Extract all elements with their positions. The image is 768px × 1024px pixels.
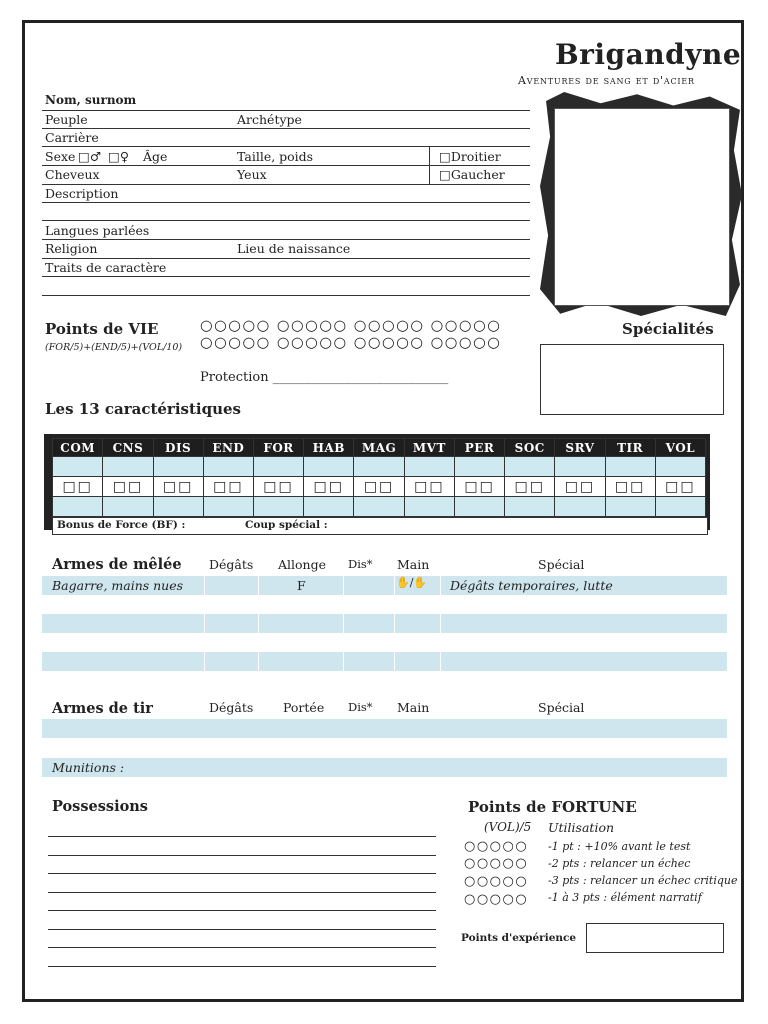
stat-bonus-cell[interactable] — [53, 497, 103, 517]
stat-checkboxes[interactable]: □□ — [253, 477, 303, 497]
male-checkbox[interactable]: □♂ — [78, 149, 102, 164]
sheet-subtitle: Aventures de sang et d'acier — [518, 74, 695, 87]
melee-col-damage: Dégâts — [209, 557, 254, 572]
fortune-circles[interactable]: ○○○○○ — [464, 892, 529, 907]
melee-row-2[interactable] — [42, 595, 727, 614]
stat-bonus-cell[interactable] — [253, 497, 303, 517]
stat-checkboxes[interactable]: □□ — [404, 477, 454, 497]
religion-label: Religion — [45, 241, 98, 256]
characteristics-checkbox-row — [53, 477, 706, 497]
stat-bonus-cell[interactable] — [153, 497, 203, 517]
description-label: Description — [45, 186, 119, 201]
stat-header: CNS — [103, 439, 153, 457]
stat-header: MAG — [354, 439, 404, 457]
ranged-col-special: Spécial — [538, 700, 585, 715]
traits-line-2[interactable] — [42, 295, 530, 296]
name-label: Nom, surnom — [45, 93, 137, 107]
life-points-formula: (FOR/5)+(END/5)+(VOL/10) — [45, 342, 183, 353]
melee-row-3[interactable] — [42, 614, 727, 633]
stat-value-cell[interactable] — [505, 457, 555, 477]
stat-value-cell[interactable] — [203, 457, 253, 477]
protection-field[interactable]: Protection ___________________________ — [200, 370, 449, 385]
fortune-usage-label: Utilisation — [548, 820, 615, 835]
sex-line[interactable] — [42, 165, 530, 166]
fortune-circles[interactable]: ○○○○○ — [464, 874, 529, 889]
stat-checkboxes[interactable]: □□ — [555, 477, 605, 497]
stat-header: DIS — [153, 439, 203, 457]
possessions-line[interactable] — [48, 855, 436, 856]
age-label: Âge — [143, 149, 168, 164]
melee-col-divider — [343, 576, 344, 671]
possessions-line[interactable] — [48, 910, 436, 911]
melee-col-divider — [394, 576, 395, 671]
stat-header: TIR — [605, 439, 655, 457]
right-handed-checkbox[interactable]: □Droitier — [439, 149, 501, 164]
male-icon: ♂ — [89, 149, 102, 164]
stat-checkboxes[interactable]: □□ — [53, 477, 103, 497]
bonus-bar — [52, 517, 708, 535]
stat-bonus-cell[interactable] — [555, 497, 605, 517]
stat-value-cell[interactable] — [103, 457, 153, 477]
melee-col-divider — [204, 576, 205, 671]
stat-checkboxes[interactable]: □□ — [203, 477, 253, 497]
stat-header: SOC — [505, 439, 555, 457]
melee-col-dis: Dis* — [348, 557, 373, 571]
stat-bonus-cell[interactable] — [605, 497, 655, 517]
traits-line-1[interactable] — [42, 276, 530, 277]
stat-bonus-cell[interactable] — [354, 497, 404, 517]
stat-header: VOL — [655, 439, 705, 457]
characteristics-value-row — [53, 457, 706, 477]
stat-value-cell[interactable] — [53, 457, 103, 477]
left-handed-checkbox[interactable]: □Gaucher — [439, 167, 505, 182]
stat-value-cell[interactable] — [153, 457, 203, 477]
stat-checkboxes[interactable]: □□ — [304, 477, 354, 497]
ranged-col-hand: Main — [397, 700, 430, 715]
stat-checkboxes[interactable]: □□ — [354, 477, 404, 497]
eyes-label: Yeux — [237, 167, 267, 182]
people-line[interactable] — [42, 128, 530, 129]
stat-bonus-cell[interactable] — [655, 497, 705, 517]
description-line-1[interactable] — [42, 202, 530, 203]
possessions-line[interactable] — [48, 873, 436, 874]
stat-header: HAB — [304, 439, 354, 457]
characteristics-table — [52, 438, 706, 517]
ranged-col-range: Portée — [283, 700, 325, 715]
stat-value-cell[interactable] — [605, 457, 655, 477]
sex-label: Sexe — [45, 149, 76, 164]
stat-bonus-cell[interactable] — [304, 497, 354, 517]
stat-header: FOR — [253, 439, 303, 457]
stat-checkboxes[interactable]: □□ — [505, 477, 555, 497]
melee-row-1-name: Bagarre, mains nues — [52, 578, 184, 593]
height-weight-label: Taille, poids — [237, 149, 314, 164]
stat-value-cell[interactable] — [354, 457, 404, 477]
ammo-label: Munitions : — [52, 760, 125, 775]
birthplace-label: Lieu de naissance — [237, 241, 351, 256]
possessions-line[interactable] — [48, 947, 436, 948]
stat-bonus-cell[interactable] — [505, 497, 555, 517]
strength-bonus-label[interactable]: Bonus de Force (BF) : — [57, 519, 186, 531]
possessions-line[interactable] — [48, 966, 436, 967]
stat-bonus-cell[interactable] — [203, 497, 253, 517]
stat-value-cell[interactable] — [253, 457, 303, 477]
stat-value-cell[interactable] — [455, 457, 505, 477]
experience-label: Points d'expérience — [461, 932, 577, 944]
melee-col-divider — [440, 576, 441, 671]
name-line[interactable] — [42, 110, 530, 111]
melee-col-divider — [258, 576, 259, 671]
melee-col-hand: Main — [397, 557, 430, 572]
people-label: Peuple — [45, 112, 88, 127]
characteristics-title: Les 13 caractéristiques — [45, 400, 241, 418]
religion-line[interactable] — [42, 258, 530, 259]
specialties-title: Spécialités — [622, 320, 714, 338]
life-points-title: Points de VIE — [45, 320, 159, 338]
fortune-circles[interactable]: ○○○○○ — [464, 856, 529, 871]
melee-row-5[interactable] — [42, 652, 727, 671]
possessions-line[interactable] — [48, 892, 436, 893]
life-points-circles-row2[interactable]: ○○○○○ ○○○○○ ○○○○○ ○○○○○ — [200, 335, 502, 351]
female-checkbox[interactable]: □♀ — [108, 149, 129, 164]
stat-checkboxes[interactable]: □□ — [153, 477, 203, 497]
languages-line[interactable] — [42, 239, 530, 240]
hair-label: Cheveux — [45, 167, 100, 182]
fortune-use-2: -2 pts : relancer un échec — [548, 857, 691, 870]
stat-bonus-cell[interactable] — [103, 497, 153, 517]
traits-label: Traits de caractère — [45, 260, 167, 275]
stat-header: MVT — [404, 439, 454, 457]
experience-box[interactable] — [586, 923, 724, 953]
archetype-label: Archétype — [237, 112, 302, 127]
stat-value-cell[interactable] — [304, 457, 354, 477]
fortune-circles[interactable]: ○○○○○ — [464, 839, 529, 854]
stat-checkboxes[interactable]: □□ — [103, 477, 153, 497]
melee-title: Armes de mêlée — [52, 556, 182, 573]
female-icon: ♀ — [119, 149, 129, 164]
sheet-title: Brigandyne — [555, 38, 742, 71]
ranged-row-2[interactable] — [42, 738, 727, 757]
life-points-circles-row1[interactable]: ○○○○○ ○○○○○ ○○○○○ ○○○○○ — [200, 318, 502, 334]
hair-line[interactable] — [42, 184, 530, 185]
fortune-formula: (VOL)/5 — [484, 820, 532, 834]
stat-bonus-cell[interactable] — [455, 497, 505, 517]
special-hit-label[interactable]: Coup spécial : — [245, 519, 328, 531]
ranged-title: Armes de tir — [52, 700, 153, 717]
hand-icon: ✋/✋ — [396, 576, 428, 589]
melee-col-special: Spécial — [538, 557, 585, 572]
stat-header: COM — [53, 439, 103, 457]
ranged-col-damage: Dégâts — [209, 700, 254, 715]
languages-label: Langues parlées — [45, 223, 150, 238]
possessions-title: Possessions — [52, 798, 148, 815]
career-line[interactable] — [42, 146, 530, 147]
fortune-title: Points de FORTUNE — [468, 798, 637, 816]
stat-checkboxes[interactable]: □□ — [655, 477, 705, 497]
specialties-box[interactable] — [540, 344, 724, 415]
possessions-line[interactable] — [48, 836, 436, 837]
stat-bonus-cell[interactable] — [404, 497, 454, 517]
career-label: Carrière — [45, 130, 99, 145]
stat-checkboxes[interactable]: □□ — [605, 477, 655, 497]
ranged-col-dis: Dis* — [348, 700, 373, 714]
stat-value-cell[interactable] — [555, 457, 605, 477]
stat-header: SRV — [555, 439, 605, 457]
fortune-use-4: -1 à 3 pts : élément narratif — [548, 891, 702, 904]
melee-row-1-reach: F — [297, 578, 306, 593]
ranged-row-1[interactable] — [42, 719, 727, 738]
portrait-box[interactable] — [554, 108, 730, 306]
characteristics-bonus-row — [53, 497, 706, 517]
stat-value-cell[interactable] — [655, 457, 705, 477]
stat-header: END — [203, 439, 253, 457]
fortune-use-1: -1 pt : +10% avant le test — [548, 840, 691, 853]
fortune-use-3: -3 pts : relancer un échec critique — [548, 874, 738, 887]
stat-header: PER — [455, 439, 505, 457]
description-line-2[interactable] — [42, 220, 530, 221]
melee-row-1-special: Dégâts temporaires, lutte — [450, 578, 613, 593]
ammo-row[interactable] — [42, 758, 727, 777]
melee-row-4[interactable] — [42, 633, 727, 652]
possessions-line[interactable] — [48, 929, 436, 930]
stat-checkboxes[interactable]: □□ — [455, 477, 505, 497]
melee-col-reach: Allonge — [278, 557, 326, 572]
stat-value-cell[interactable] — [404, 457, 454, 477]
characteristics-header-row — [53, 439, 706, 457]
